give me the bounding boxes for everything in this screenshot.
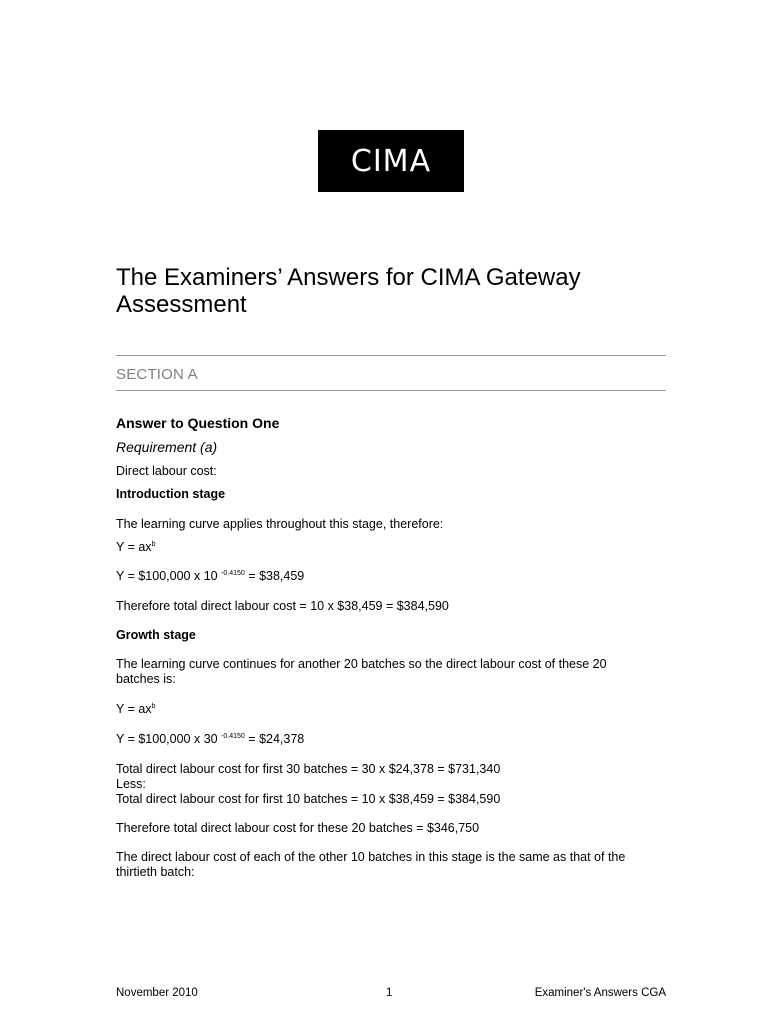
growth-less: Less: [116, 777, 146, 791]
section-heading: SECTION A [116, 366, 198, 383]
growth-line-30: Total direct labour cost for first 30 batches = 30 x $24,378 = $731,340 [116, 762, 501, 776]
logo-text: CIMA [350, 143, 432, 179]
footer-date: November 2010 [116, 987, 198, 999]
calc-exponent: -0.4150 [221, 733, 245, 740]
formula-exponent: b [151, 541, 156, 548]
growth-other-line1: The direct labour cost of each of the other 10 batches in this stage is the same as that of the [116, 850, 626, 864]
growth-calculation [116, 732, 676, 747]
question-heading: Answer to Question One [116, 415, 280, 431]
intro-line: Direct labour cost: [116, 464, 217, 478]
intro-total: Therefore total direct labour cost = 10 x $38,459 = $384,590 [116, 599, 449, 613]
growth-line-10: Total direct labour cost for first 10 batches = 10 x $38,459 = $384,590 [116, 792, 501, 806]
calc-base: Y = $100,000 x 10 [116, 569, 222, 583]
requirement-heading: Requirement (a) [116, 439, 218, 455]
intro-stage-text: The learning curve applies throughout this stage, therefore: [116, 517, 444, 531]
growth-text-line2: batches is: [116, 672, 176, 686]
formula-base: Y = ax [116, 702, 152, 716]
calc-result: = $24,378 [244, 732, 305, 746]
calc-exponent: -0.4150 [221, 570, 245, 577]
growth-total-20: Therefore total direct labour cost for these 20 batches = $346,750 [116, 821, 480, 835]
cima-logo [318, 130, 464, 192]
intro-calculation [116, 569, 676, 584]
intro-formula [116, 540, 676, 555]
calc-base: Y = $100,000 x 30 [116, 732, 222, 746]
growth-stage-heading: Growth stage [116, 628, 196, 642]
growth-other-line2: thirtieth batch: [116, 865, 195, 879]
document-title: The Examiners’ Answers for CIMA Gateway Assessment [116, 264, 581, 318]
calc-result: = $38,459 [244, 569, 305, 583]
formula-exponent: b [151, 703, 156, 710]
section-rule-top [116, 355, 666, 356]
footer-page-number: 1 [386, 987, 393, 999]
growth-text-line1: The learning curve continues for another 20 batches so the direct labour cost of these 20 [116, 657, 607, 671]
footer-right-label: Examiner's Answers CGA [534, 987, 666, 999]
section-rule-bottom [116, 390, 666, 391]
formula-base: Y = ax [116, 540, 152, 554]
intro-stage-heading: Introduction stage [116, 487, 226, 501]
growth-formula [116, 702, 676, 717]
